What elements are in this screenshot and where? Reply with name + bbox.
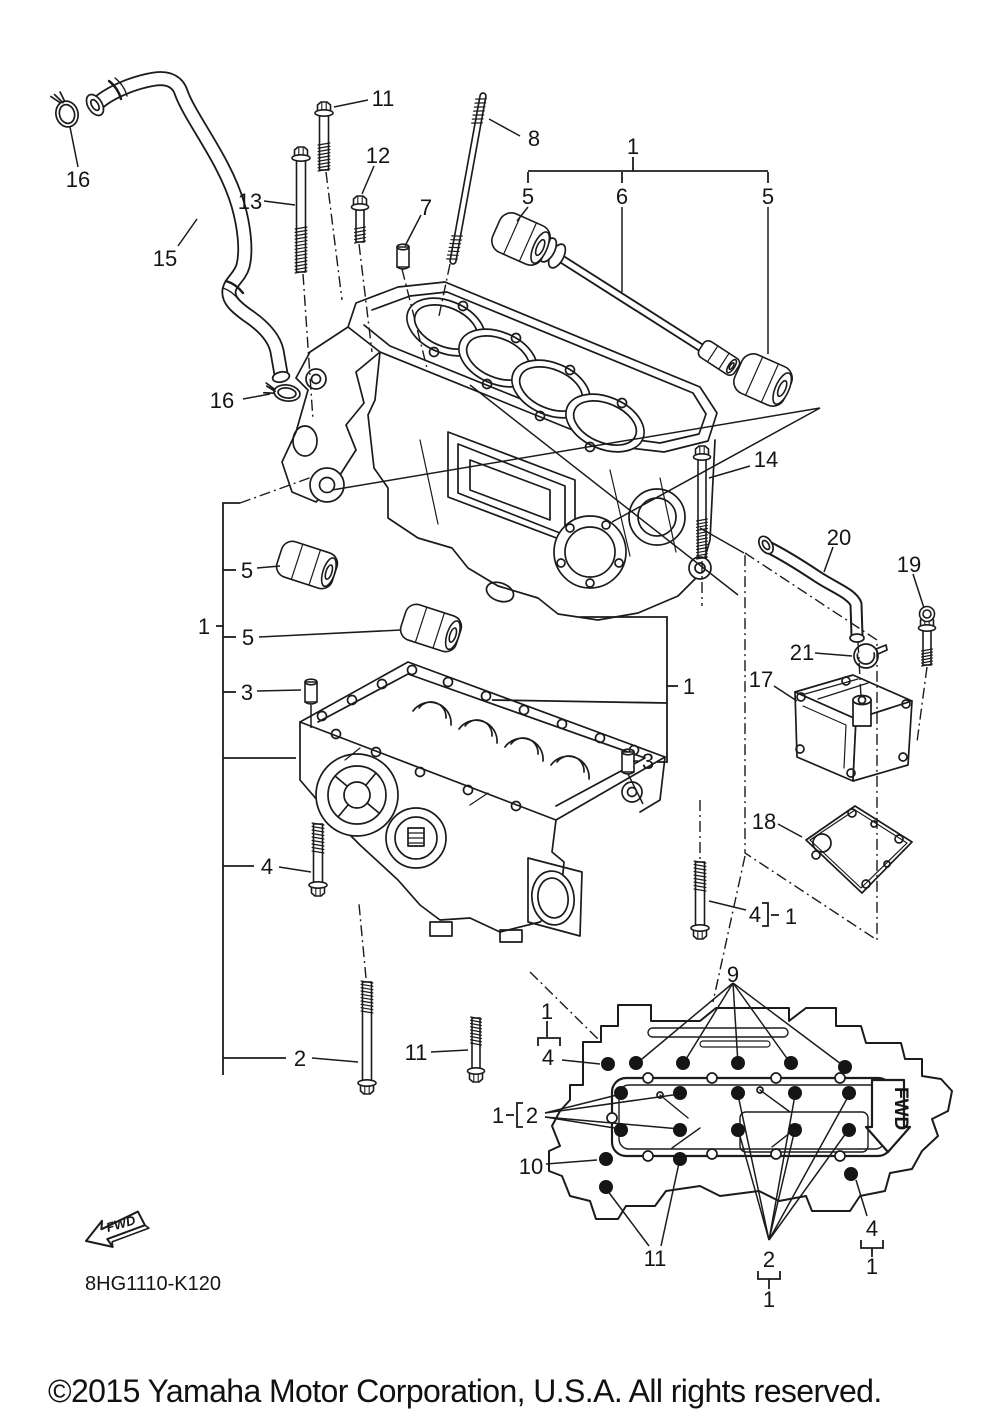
bolt-11-top <box>315 102 333 171</box>
callout-9: 9 <box>726 962 740 987</box>
leader-line <box>70 127 78 167</box>
leader-line <box>709 901 746 910</box>
bolt-position-dot <box>788 1123 802 1137</box>
callout-18: 18 <box>751 809 777 834</box>
bolt-position-dot <box>614 1086 628 1100</box>
upper-crankcase-art <box>282 282 717 620</box>
leader-line <box>243 394 270 399</box>
breather-cover-17 <box>795 675 912 781</box>
callout-4-bv-topleft: 4 <box>541 1045 555 1070</box>
center-line <box>240 477 312 503</box>
callout-2-bv-left: 2 <box>525 1103 539 1128</box>
leader-line <box>709 466 750 478</box>
bolt-position-dot <box>731 1056 745 1070</box>
bolt-position-dot <box>614 1123 628 1137</box>
leader-line <box>259 630 401 637</box>
bolt-position-dot <box>676 1056 690 1070</box>
stud-bolt-8 <box>447 96 487 261</box>
callout-4-bv-right: 4 <box>865 1216 879 1241</box>
bolt-13 <box>292 147 310 273</box>
bolt-position-dot <box>844 1167 858 1181</box>
bolt-position-dot <box>731 1086 745 1100</box>
bolt-position-dot <box>601 1057 615 1071</box>
callout-5-left-b: 5 <box>241 625 255 650</box>
dowel-pin-7 <box>397 244 409 269</box>
callout-14: 14 <box>753 447 779 472</box>
fwd-label-flag: FWD <box>104 1212 138 1235</box>
bolt-position-dot <box>599 1152 613 1166</box>
callout-5-mount-left: 5 <box>521 184 535 209</box>
leader-line <box>178 219 197 246</box>
callout-1-left: 1 <box>197 614 211 639</box>
leader-line <box>264 201 295 205</box>
drawing-code: 8HG1110-K120 <box>85 1273 222 1295</box>
damper-bushing-5-a <box>274 538 341 591</box>
damper-bushing-5-b <box>398 601 465 654</box>
callout-bracket <box>517 1103 523 1127</box>
breather-hose-15 <box>83 78 290 384</box>
leader-line <box>334 100 368 107</box>
leader-line <box>778 824 802 837</box>
callout-3-left: 3 <box>240 680 254 705</box>
callout-15: 15 <box>152 246 178 271</box>
dowel-pin-3-right <box>622 749 634 774</box>
center-line <box>326 172 342 300</box>
callout-16-bottom: 16 <box>209 388 235 413</box>
callout-8: 8 <box>527 126 541 151</box>
callout-bracket <box>223 503 240 1075</box>
center-line <box>917 667 927 742</box>
callout-bracket <box>758 1271 780 1279</box>
bolt-4-right <box>691 861 709 939</box>
callout-13: 13 <box>237 189 263 214</box>
leader-line <box>257 690 301 691</box>
bolt-position-dot <box>673 1152 687 1166</box>
leader-line <box>362 166 374 194</box>
bolt-position-dot <box>784 1056 798 1070</box>
callout-11-bv: 11 <box>643 1246 667 1271</box>
callout-10: 10 <box>518 1154 544 1179</box>
callout-5-left-a: 5 <box>240 558 254 583</box>
center-line <box>359 904 366 978</box>
callout-4-left: 4 <box>260 854 274 879</box>
bolt-position-dot <box>838 1060 852 1074</box>
leader-line <box>405 215 421 246</box>
callout-3-right: 3 <box>641 749 655 774</box>
leader-line <box>815 653 852 656</box>
callout-1-bv-bottom: 1 <box>762 1287 776 1312</box>
callout-1-bv-left: 1 <box>491 1103 505 1128</box>
callout-21: 21 <box>789 640 815 665</box>
copyright-text: ©2015 Yamaha Motor Corporation, U.S.A. All rights reserved. <box>48 1373 882 1409</box>
leader-line <box>824 547 833 572</box>
bolt-2 <box>358 981 376 1094</box>
leader-line <box>431 1050 468 1052</box>
callout-bracket <box>861 1240 883 1248</box>
callout-20: 20 <box>826 525 852 550</box>
callout-19: 19 <box>896 552 922 577</box>
bolt-14 <box>694 446 711 559</box>
leader-line <box>774 686 797 701</box>
bolt-position-dot <box>731 1123 745 1137</box>
callout-1-right2: 1 <box>784 904 798 929</box>
callout-5-mount-right: 5 <box>761 184 775 209</box>
bolt-position-dot <box>673 1123 687 1137</box>
fwd-label-bottom-view: FWD <box>890 1087 911 1131</box>
callout-4-right: 4 <box>748 902 762 927</box>
hose-clamp-16-top <box>50 89 81 129</box>
lower-crankcase-art <box>300 662 665 942</box>
bolt-position-dot <box>673 1086 687 1100</box>
callout-bracket <box>762 903 768 926</box>
bolt-12 <box>352 196 369 243</box>
center-line <box>303 274 313 420</box>
callout-2-left: 2 <box>293 1046 307 1071</box>
bolt-4-left <box>309 823 327 896</box>
dowel-pin-3-left <box>305 679 317 704</box>
leader-line <box>279 867 311 872</box>
damper-bushing-5-mount-right <box>730 350 797 411</box>
callout-1-bv-topleft: 1 <box>540 999 554 1024</box>
callout-2-bv-bottom: 2 <box>762 1247 776 1272</box>
callout-7: 7 <box>419 195 433 220</box>
leader-line <box>489 119 520 136</box>
bolt-position-dot <box>842 1086 856 1100</box>
callout-11-bottom: 11 <box>404 1040 428 1065</box>
callout-11-top: 11 <box>371 86 395 111</box>
callout-1-mount: 1 <box>626 134 640 159</box>
callout-1-right: 1 <box>682 674 696 699</box>
callout-1-bv-right: 1 <box>865 1254 879 1279</box>
callout-17: 17 <box>748 667 774 692</box>
bolt-position-dot <box>842 1123 856 1137</box>
hose-clamp-16-bottom <box>263 382 301 403</box>
bolt-position-dot <box>788 1086 802 1100</box>
breather-gasket-18 <box>806 806 912 893</box>
bolt-19 <box>919 607 936 667</box>
bolt-position-dot <box>599 1180 613 1194</box>
bolt-position-dot <box>629 1056 643 1070</box>
bolt-11-bottom <box>468 1017 485 1082</box>
leader-line <box>312 1058 358 1062</box>
callout-6-mount: 6 <box>615 184 629 209</box>
callout-12: 12 <box>365 143 391 168</box>
mount-collar-6 <box>696 339 742 378</box>
callout-16-top: 16 <box>65 167 91 192</box>
leader-line <box>913 574 924 608</box>
